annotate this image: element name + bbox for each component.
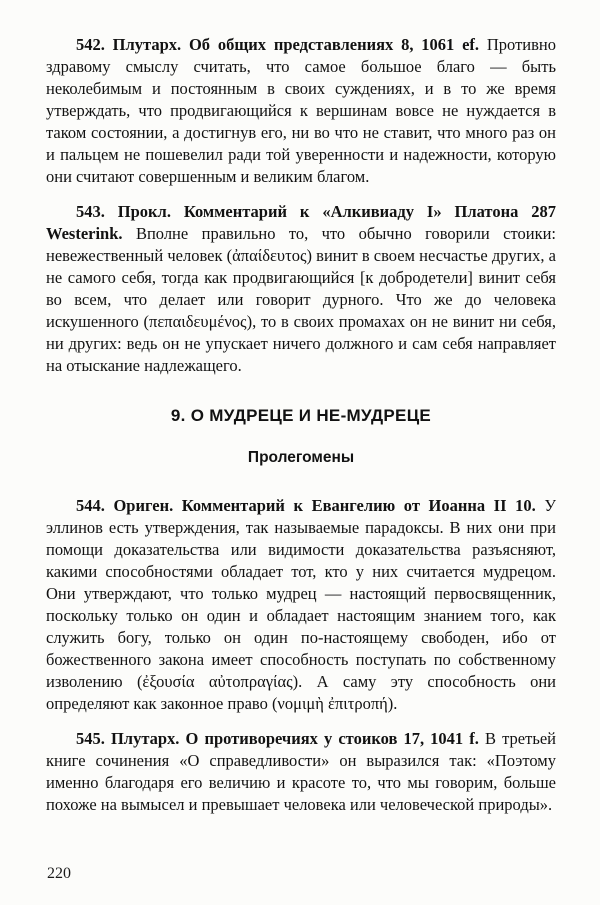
entry-544	[46, 495, 556, 715]
entry-543	[46, 201, 556, 377]
entry-545-citation: 545. Плутарх. О противоречиях у стоиков 17, 1041 f.	[76, 729, 479, 748]
entry-544-citation: 544. Ориген. Комментарий к Евангелию от Иоанна II 10.	[76, 496, 536, 515]
entry-543-text: Вполне правильно то, что обычно говорили стоики: невежественный человек (ἀπαίδευτος) винит в своем несчастье других, а не самого себя, тогда как продвигающийся [к добродетели] винит себя во всем, что делает или говорит дурного. Что же до человека искушенного (πεπαιδευμένος), то в своих промахах он не винит ни себя, ни других: ведь он не упускает ничего должного и сам себя направляет на отыскание надлежащего.	[46, 224, 556, 375]
entry-545	[46, 728, 556, 816]
entry-545-text: В третьей книге сочинения «О справедливости» он выразился так: «Поэтому именно благодаря его величию и красоте то, что мы говорим, больше похоже на вымысел и превышает человека или человеческой природы».	[46, 729, 556, 814]
entry-542-text: Противно здравому смыслу считать, что самое большое благо — быть неколебимым и постоянным в своих суждениях, и в то же время утверждать, что продвигающийся к вершинам вовсе не нуждается в таком состоянии, а достигнув его, ни во что не ставит, что много раз он и пальцем не пошевелил ради той уверенности и надежности, которую они считают совершенным и великим благом.	[46, 35, 556, 186]
subsection-heading: Пролегомены	[247, 449, 355, 466]
page-number: 220	[47, 865, 71, 882]
entry-542	[46, 34, 556, 188]
entry-542-citation: 542. Плутарх. Об общих представлениях 8, 1061 ef.	[76, 35, 480, 54]
entry-544-text: У эллинов есть утверждения, так называемые парадоксы. В них они при помощи доказательства или видимости доказательства разъясняют, какими способностями обладает тот, кто у них считается мудрецом. Они утверждают, что только мудрец — настоящий первосвященник, поскольку только он один и обладает настоящим знанием того, как служить богу, только он один по-настоящему свободен, ибо от божественного закона имеет способность поступать по собственному изволению (ἐξουσία αὐτοπραγίας). А саму эту способность они определяют как законное право (νομιμὴ ἐπιτροπή).	[46, 496, 556, 713]
section-heading: 9. О МУДРЕЦЕ И НЕ-МУДРЕЦЕ	[170, 406, 432, 425]
entry-543-citation: 543. Прокл. Комментарий к «Алкивиаду I» Платона 287 Westerink.	[46, 202, 556, 243]
